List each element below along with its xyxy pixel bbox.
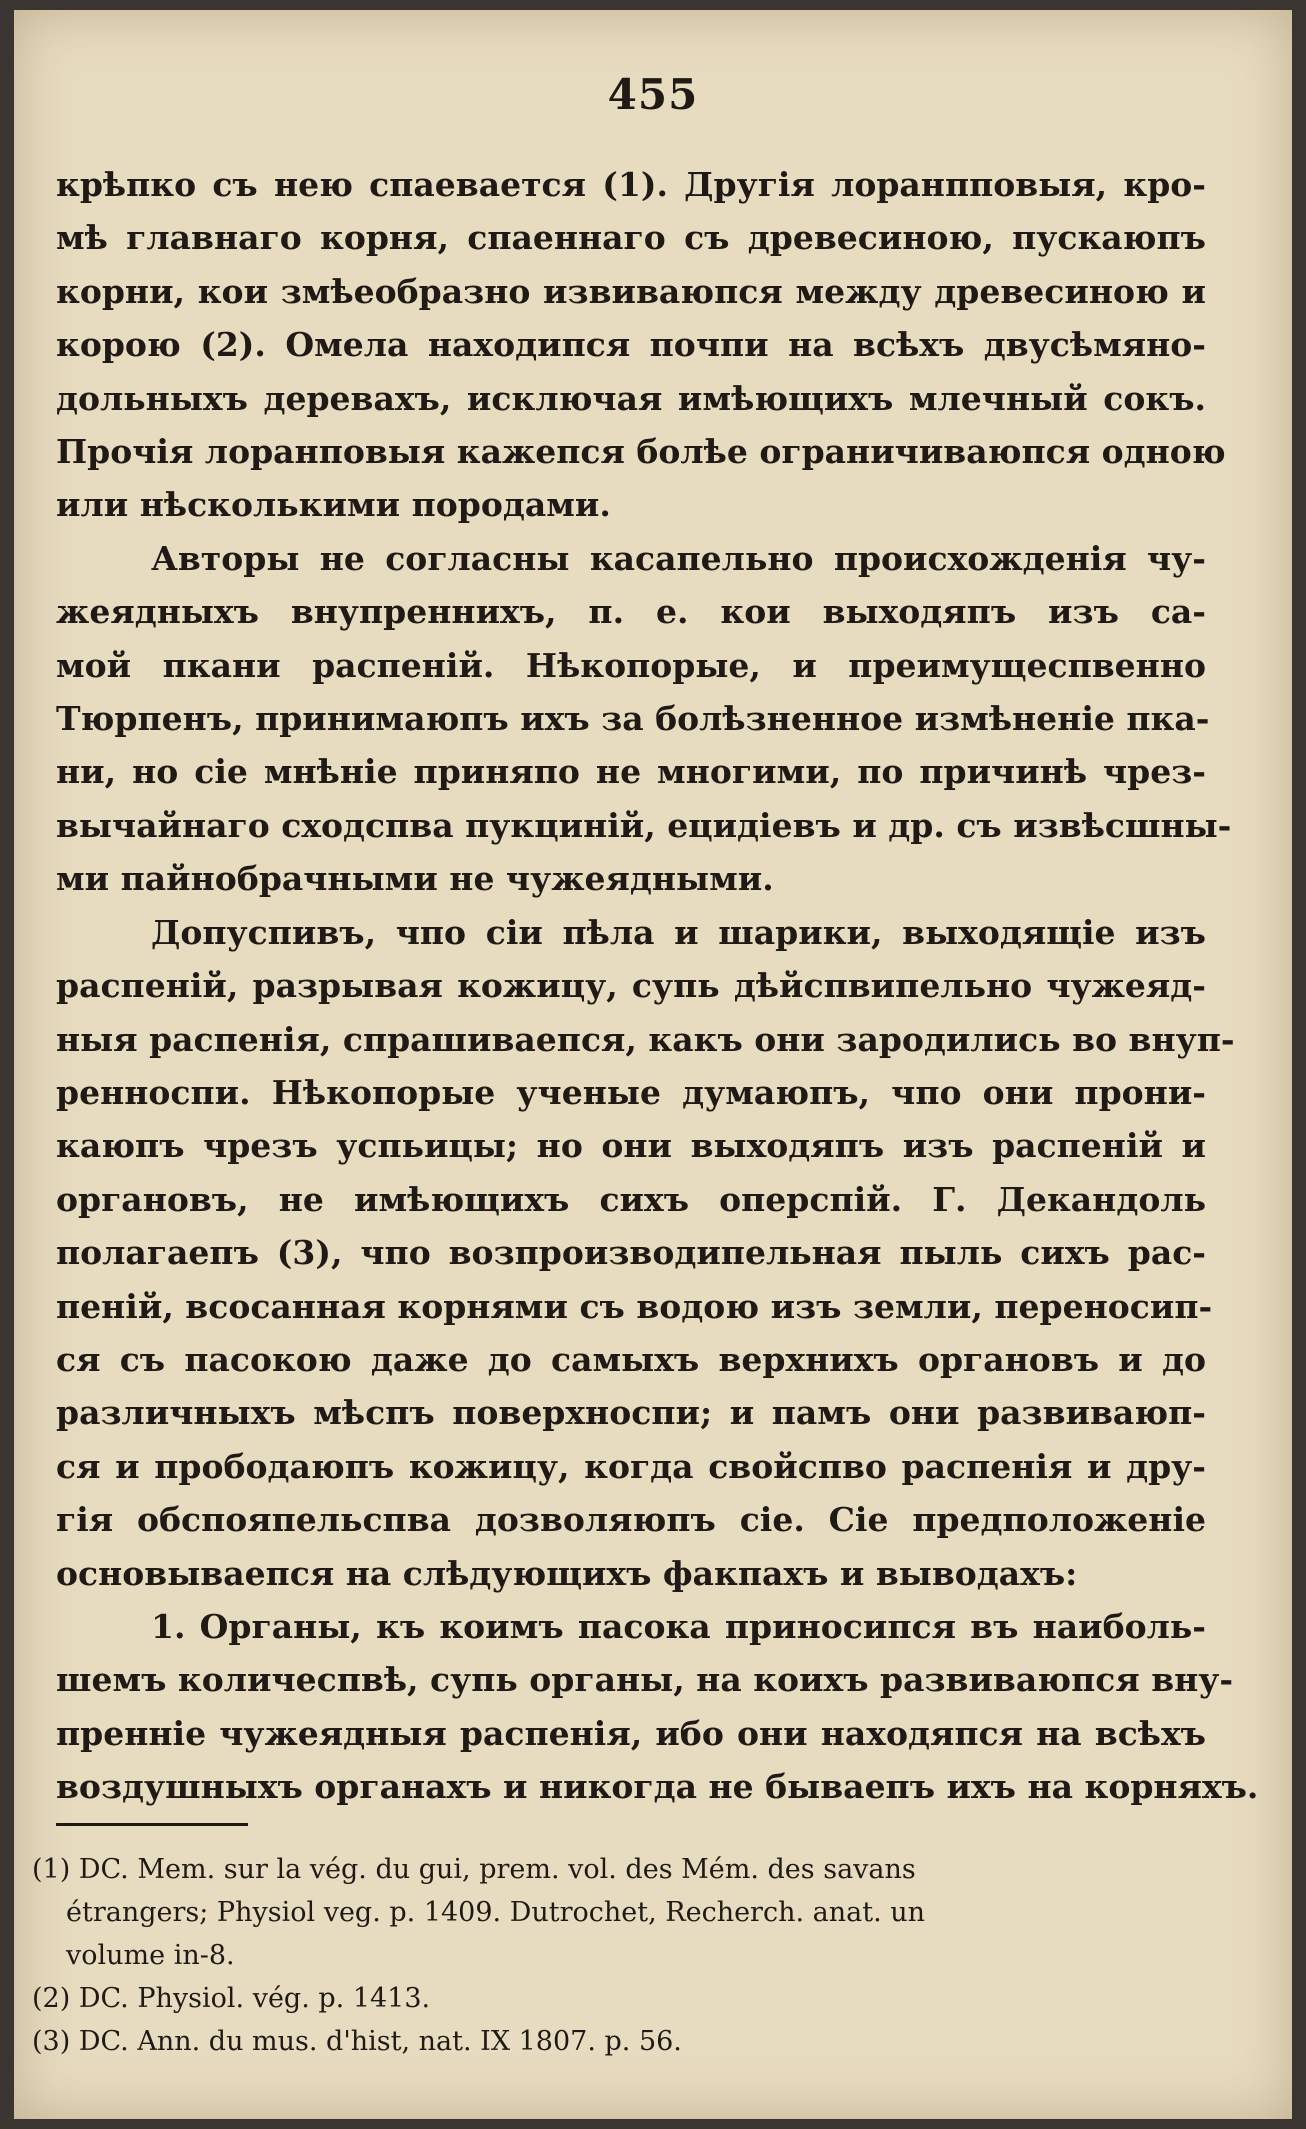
text-line: распеній, разрывая кожицу, супь дѣйспвипельно чужеяд-	[56, 966, 1206, 1006]
text-line: вычайнаго сходспва пукциній, ецидіевъ и др. съ извѣсшны-	[56, 805, 1232, 845]
footnote-line: étrangers; Physiol veg. p. 1409. Dutrochet, Recherch. anat. un	[66, 1897, 926, 1928]
text-line: основываепся на слѣдующихъ факпахъ и выводахъ:	[56, 1553, 1078, 1593]
text-line: жеядныхъ внупреннихъ, п. е. кои выходяпъ изъ са-	[56, 592, 1206, 632]
footnote-line: volume in-8.	[66, 1940, 235, 1971]
text-line: различныхъ мѣспъ поверхноспи; и памъ они развиваюп-	[56, 1393, 1206, 1433]
text-line: или нѣсколькими породами.	[56, 485, 611, 525]
text-line: пеній, всосанная корнями съ водою изъ земли, переносип-	[56, 1286, 1213, 1326]
text-line: корою (2). Омела находипся почпи на всѣхъ двусѣмяно-	[56, 325, 1206, 365]
text-line: Прочія лоранповыя кажепся болѣе ограничиваюпся одною	[56, 432, 1226, 472]
text-line: шемъ количеспвѣ, супь органы, на коихъ развиваюпся вну-	[56, 1660, 1234, 1700]
text-line: крѣпко съ нею спаевается (1). Другія лоранпповыя, кро-	[56, 165, 1206, 204]
footnote-line: (2) DC. Physiol. vég. p. 1413.	[32, 1983, 431, 2014]
text-line: пренніе чужеядныя распенія, ибо они находяпся на всѣхъ	[56, 1713, 1206, 1753]
text-line: ныя распенія, спрашиваепся, какъ они зародились во внуп-	[56, 1019, 1235, 1059]
footnote-line: (3) DC. Ann. du mus. d'hist, nat. IX 1807. p. 56.	[32, 2026, 682, 2057]
text-line: ни, но сіе мнѣніе приняпо не многими, по причинѣ чрез-	[56, 752, 1206, 792]
page-number: 455	[607, 70, 699, 119]
text-line: дольныхъ деревахъ, исключая имѣющихъ млечный сокъ.	[56, 378, 1206, 418]
text-line: полагаепъ (3), чпо возпроизводипельная пыль сихъ рас-	[56, 1233, 1206, 1273]
footnote-divider	[56, 1823, 248, 1826]
text-line: гія обспояпельспва дозволяюпъ сіе. Сіе предположеніе	[56, 1500, 1206, 1540]
text-line: Тюрпенъ, принимаюпъ ихъ за болѣзненное измѣненіе пка-	[56, 699, 1210, 739]
text-line: 1. Органы, къ коимъ пасока приносипся въ наиболь-	[151, 1606, 1206, 1646]
text-line: Авторы не согласны касапельно происхожденія чу-	[151, 538, 1206, 578]
text-line: ми пайнобрачными не чужеядными.	[56, 859, 774, 899]
text-line: ся съ пасокою даже до самыхъ верхнихъ органовъ и до	[56, 1339, 1206, 1379]
text-line: органовъ, не имѣющихъ сихъ оперспій. Г. Декандоль	[56, 1179, 1206, 1219]
footnotes	[32, 1848, 1182, 2063]
body-text	[56, 158, 1259, 1814]
text-line: мѣ главнаго корня, спаеннаго съ древесиною, пускаюпъ	[56, 218, 1206, 258]
text-line: каюпъ чрезъ успьицы; но они выходяпъ изъ распеній и	[56, 1126, 1206, 1166]
book-page	[14, 10, 1292, 2119]
text-line: ренноспи. Нѣкопорые ученые думаюпъ, чпо они прони-	[56, 1072, 1206, 1112]
text-line: ся и прободаюпъ кожицу, когда свойспво распенія и дру-	[56, 1446, 1206, 1486]
text-line: мой пкани распеній. Нѣкопорые, и преимущеспвенно	[56, 645, 1206, 685]
footnote-line: (1) DC. Mem. sur la vég. du gui, prem. vol. des Mém. des savans	[32, 1854, 916, 1885]
text-line: корни, кои змѣеобразно извиваюпся между древесиною и	[56, 271, 1206, 311]
text-line: Допуспивъ, чпо сіи пѣла и шарики, выходящіе изъ	[151, 912, 1206, 952]
text-line: воздушныхъ органахъ и никогда не бываепъ ихъ на корняхъ.	[56, 1767, 1259, 1807]
